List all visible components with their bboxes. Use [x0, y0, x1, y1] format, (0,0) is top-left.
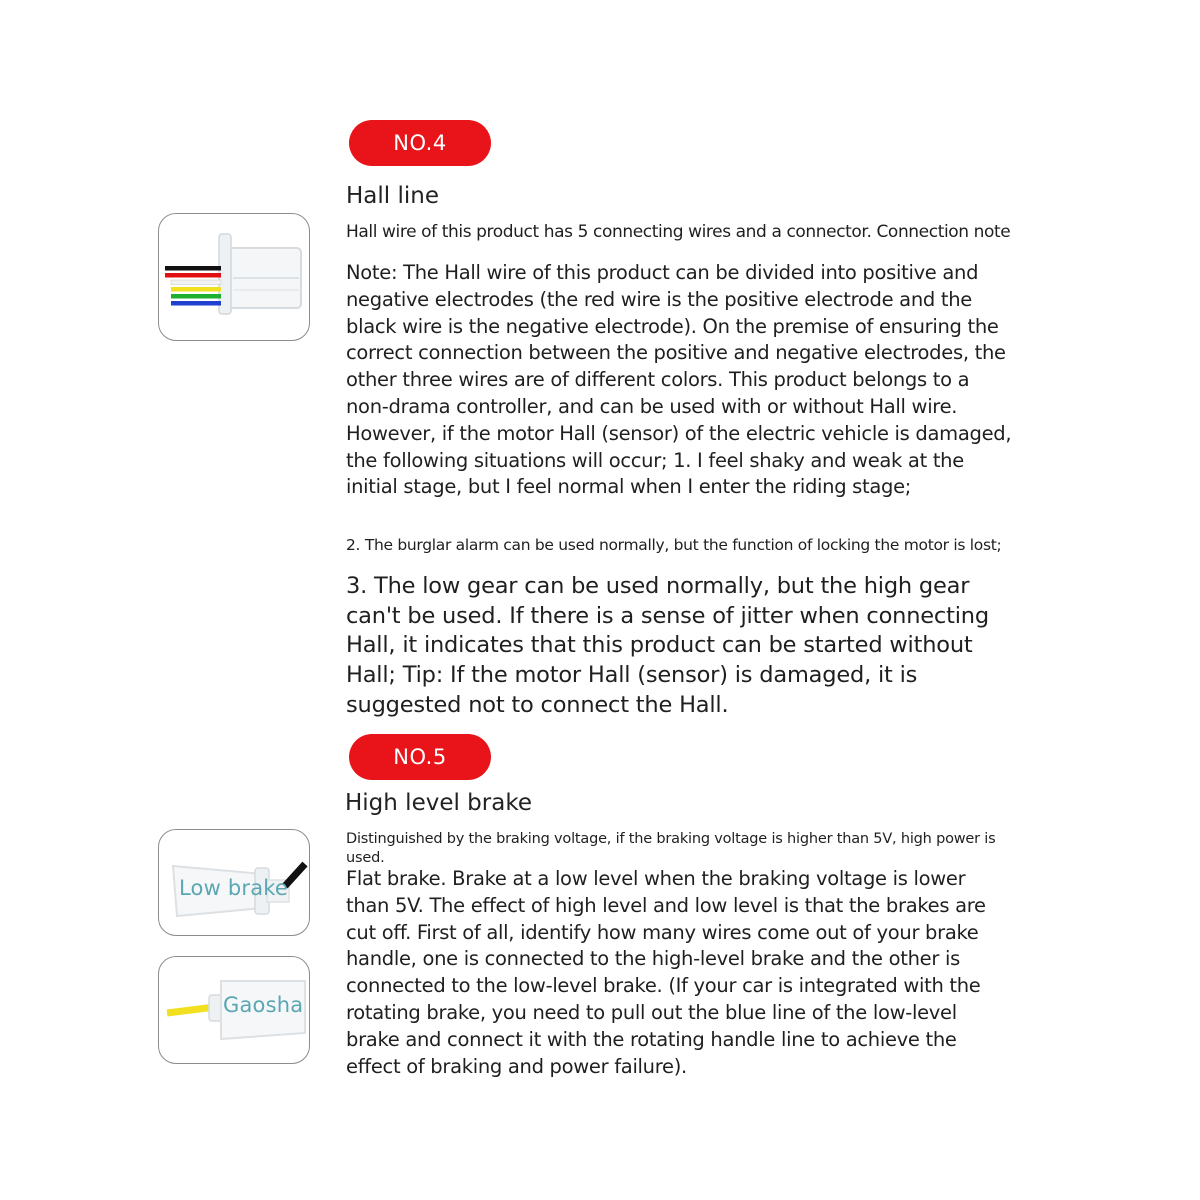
section-title-high-level-brake: High level brake: [345, 790, 532, 816]
section-badge-no4: NO.4: [349, 120, 491, 166]
hall-wire-4: [171, 294, 221, 299]
low-brake-image: [158, 829, 310, 936]
hall-subtitle: Hall wire of this product has 5 connecting wires and a connector. Connection note: [346, 222, 1011, 242]
high-brake-label: Gaosha: [223, 993, 304, 1017]
hall-wire-0: [165, 266, 221, 271]
brake-subtitle: Distinguished by the braking voltage, if the braking voltage is higher than 5V, high power is used.: [346, 831, 996, 866]
hall-wire-2: [171, 280, 221, 285]
hall-connector-icon: [159, 214, 310, 341]
hall-wire-1: [165, 273, 221, 278]
section-title-hall-line: Hall line: [346, 183, 439, 209]
hall-note: Note: The Hall wire of this product can be divided into positive and negative electrodes (the red wire is the positive electrode and the black wire is the negative electrode). On the premise of ensuring the correct connection between the positive and negative electrodes, the other three wires are of different colors. This product belongs to a non-drama controller, and can be used with or without Hall wire. However, if the motor Hall (sensor) of the electric vehicle is damaged, the following situations will occur; 1. I feel shaky and weak at the initial stage, but I feel normal when I enter the riding stage;: [346, 261, 1012, 499]
section-badge-no5: NO.5: [349, 734, 491, 780]
hall-connector-image: [158, 213, 310, 341]
hall-wire-5: [171, 301, 221, 306]
brake-body: Flat brake. Brake at a low level when the braking voltage is lower than 5V. The effect of high level and low level is that the brakes are cut off. First of all, identify how many wires come out of your brake handle, one is connected to the high-level brake and the other is connected to the low-level brake. (If your car is integrated with the rotating brake, you need to pull out the blue line of the low-level brake and connect it with the rotating handle line to achieve the effect of braking and power failure).: [346, 867, 986, 1078]
hall-wire-3: [171, 287, 221, 292]
high-brake-image: [158, 956, 310, 1064]
low-brake-label: Low brake: [179, 876, 288, 900]
hall-item-2: 2. The burglar alarm can be used normally, but the function of locking the motor is lost;: [346, 536, 1002, 554]
hall-item-3: 3. The low gear can be used normally, but the high gear can't be used. If there is a sense of jitter when connecting Hall, it indicates that this product can be started without Hall; Tip: If the motor Hall (sensor) is damaged, it is suggested not to connect the Hall.: [346, 573, 989, 718]
